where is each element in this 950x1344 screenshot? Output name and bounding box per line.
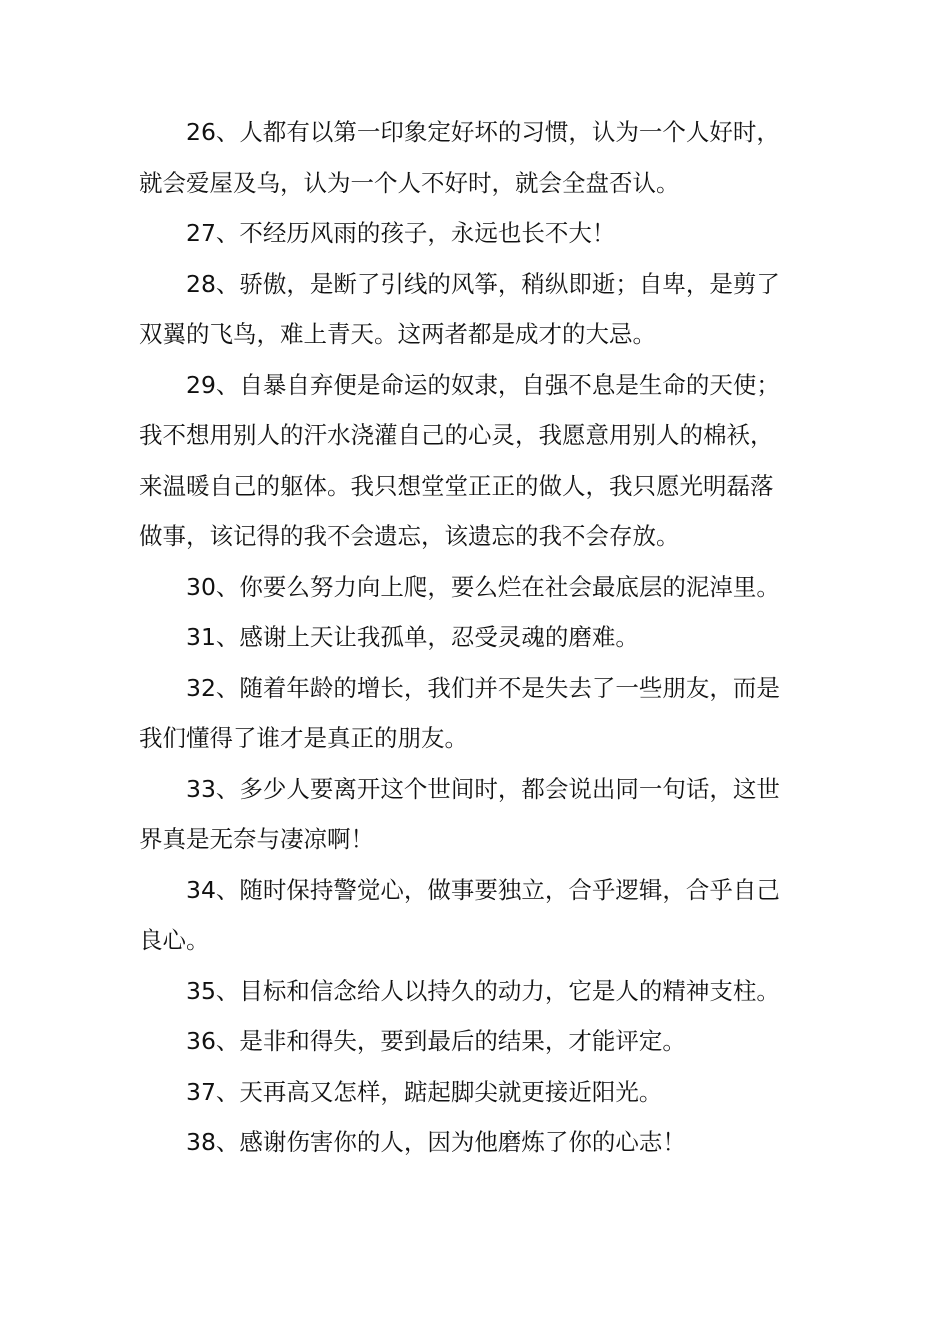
quote-line: 双翼的飞鸟，难上青天。这两者都是成才的大忌。 <box>139 320 656 348</box>
quote-line: 29、自暴自弃便是命运的奴隶，自强不息是生命的天使； <box>186 370 780 399</box>
quote-line: 28、骄傲，是断了引线的风筝，稍纵即逝；自卑，是剪了 <box>186 269 780 298</box>
quote-31 <box>139 612 819 663</box>
quote-line: 界真是无奈与凄凉啊！ <box>139 825 374 853</box>
document-body <box>139 107 819 1168</box>
quote-line: 就会爱屋及乌，认为一个人不好时，就会全盘否认。 <box>139 168 680 197</box>
quote-line: 做事，该记得的我不会遗忘，该遗忘的我不会存放。 <box>139 522 680 550</box>
quote-33 <box>139 764 819 865</box>
quote-line: 良心。 <box>139 926 210 954</box>
quote-30 <box>139 562 819 613</box>
quote-38 <box>139 1117 819 1168</box>
quote-line: 26、人都有以第一印象定好坏的习惯，认为一个人好时， <box>186 118 780 146</box>
quote-line: 27、不经历风雨的孩子，永远也长不大！ <box>186 219 616 247</box>
quote-36 <box>139 1016 819 1067</box>
quote-27 <box>139 208 819 259</box>
quote-29 <box>139 360 819 562</box>
quote-35 <box>139 966 819 1017</box>
quote-37 <box>139 1067 819 1118</box>
quote-line: 34、随时保持警觉心，做事要独立，合乎逻辑，合乎自己 <box>186 875 780 904</box>
quote-line: 33、多少人要离开这个世间时，都会说出同一句话，这世 <box>186 774 780 803</box>
quote-34 <box>139 865 819 966</box>
quote-line: 36、是非和得失，要到最后的结果，才能评定。 <box>186 1027 686 1055</box>
quote-line: 37、天再高又怎样，踮起脚尖就更接近阳光。 <box>186 1077 663 1106</box>
quote-line: 来温暖自己的躯体。我只想堂堂正正的做人，我只愿光明磊落 <box>139 471 774 500</box>
quote-line: 我们懂得了谁才是真正的朋友。 <box>139 724 468 752</box>
quote-line: 35、目标和信念给人以持久的动力，它是人的精神支柱。 <box>186 976 780 1005</box>
quote-line: 我不想用别人的汗水浇灌自己的心灵，我愿意用别人的棉袄， <box>139 421 774 449</box>
quote-line: 38、感谢伤害你的人，因为他磨炼了你的心志！ <box>186 1128 686 1156</box>
quote-32 <box>139 663 819 764</box>
quote-line: 32、随着年龄的增长，我们并不是失去了一些朋友，而是 <box>186 673 780 702</box>
quote-26 <box>139 107 819 208</box>
quote-line: 30、你要么努力向上爬，要么烂在社会最底层的泥淖里。 <box>186 572 780 601</box>
quote-line: 31、感谢上天让我孤单，忍受灵魂的磨难。 <box>186 623 639 651</box>
quote-28 <box>139 259 819 360</box>
